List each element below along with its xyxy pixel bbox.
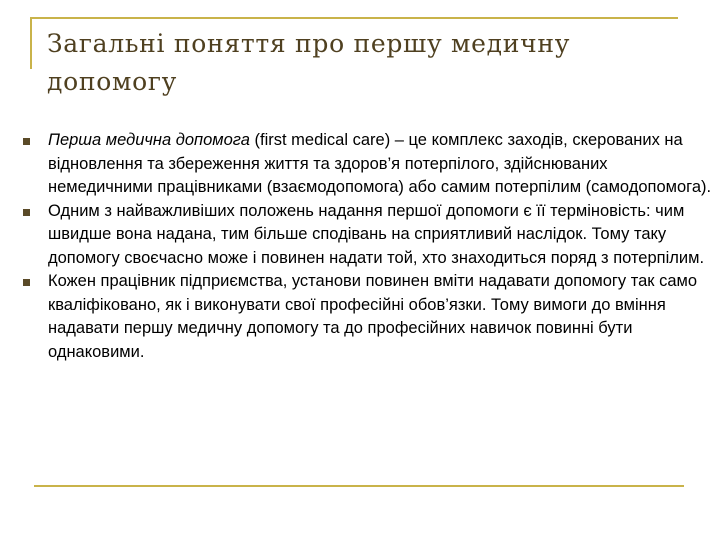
left-decorative-rule (30, 17, 32, 69)
bullet-text: Одним з найважливіших положень надання першої допомоги є її терміновість: чим швидше вона надана, тим більше сподівань на сприятливий наслідок. Тому таку допомогу своєчасно може і повинен надати той, хто знаходиться поряд з потерпілим. (48, 201, 705, 267)
bullet-item-definition (20, 129, 712, 200)
top-decorative-rule (30, 17, 678, 19)
definition-text: (first medical care) – це комплекс заходів, скерованих на відновлення та збереження життя та здоров’я потерпілого, здійснюваних немедичними працівниками (взаємодопомога) або самим потерпілим (самодопомога). (48, 131, 712, 196)
square-bullet-icon (23, 209, 30, 216)
bullet-text: Кожен працівник підприємства, установи повинен вміти надавати допомогу так само кваліфіковано, як і виконувати свої професійні обов’язки. Тому вимоги до вміння надавати першу медичну допомогу та до професійних навичок повинні бути однаковими. (48, 272, 698, 361)
bullet-item-urgency (20, 200, 712, 271)
bottom-decorative-rule (34, 485, 684, 487)
square-bullet-icon (23, 138, 30, 145)
square-bullet-icon (23, 279, 30, 286)
bullet-item-worker-duty (20, 270, 712, 364)
bullet-list (20, 129, 712, 364)
slide-title: Загальні поняття про першу медичну допомогу (47, 29, 571, 96)
defined-term: Перша медична допомога (48, 131, 250, 149)
